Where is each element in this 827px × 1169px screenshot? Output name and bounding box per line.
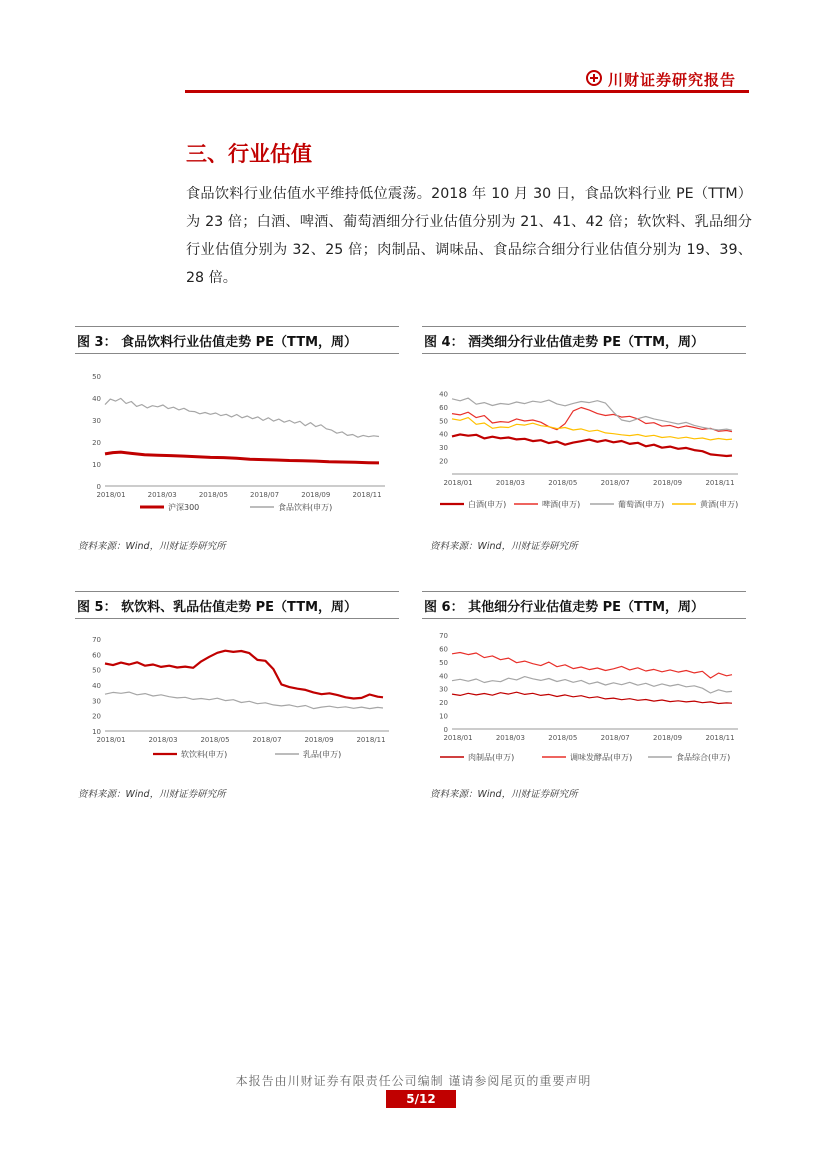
section-title: 三、行业估值 bbox=[186, 142, 312, 166]
x-tick-label: 2018/03 bbox=[495, 734, 525, 742]
x-tick-label: 2018/11 bbox=[356, 736, 386, 744]
legend-label: 啤酒(申万) bbox=[542, 500, 581, 509]
x-tick-label: 2018/07 bbox=[600, 734, 630, 742]
y-tick-label: 20 bbox=[92, 439, 101, 447]
x-tick-label: 2018/07 bbox=[252, 736, 282, 744]
figure-3-title: 图 3： 食品饮料行业估值走势 PE（TTM，周） bbox=[77, 335, 358, 350]
y-tick-label: 10 bbox=[92, 728, 101, 736]
y-tick-label: 10 bbox=[92, 461, 101, 469]
x-tick-label: 2018/03 bbox=[495, 479, 525, 487]
figure-5-source: 资料来源：Wind，川财证券研究所 bbox=[78, 789, 226, 800]
x-tick-label: 2018/07 bbox=[250, 491, 280, 499]
figure-3-source: 资料来源：Wind，川财证券研究所 bbox=[78, 541, 226, 552]
legend-label: 葡萄酒(申万) bbox=[618, 500, 665, 509]
figure-4-chart bbox=[422, 362, 746, 522]
y-tick-label: 60 bbox=[439, 645, 448, 654]
y-tick-label: 70 bbox=[92, 636, 101, 644]
figure-6-title: 图 6： 其他细分行业估值走势 PE（TTM，周） bbox=[424, 600, 705, 615]
y-tick-label: 20 bbox=[439, 699, 448, 708]
x-tick-label: 2018/11 bbox=[352, 491, 382, 499]
y-tick-label: 30 bbox=[439, 685, 448, 694]
x-tick-label: 2018/01 bbox=[96, 491, 126, 499]
series-line-2 bbox=[452, 677, 732, 693]
legend-label: 软饮料(申万) bbox=[181, 750, 228, 759]
y-tick-label: 30 bbox=[92, 417, 101, 425]
x-tick-label: 2018/03 bbox=[147, 491, 177, 499]
legend-label: 肉制品(申万) bbox=[468, 753, 515, 762]
figure-5-chart bbox=[75, 627, 399, 777]
figure-4-source: 资料来源：Wind，川财证券研究所 bbox=[430, 541, 578, 552]
x-tick-label: 2018/07 bbox=[600, 479, 630, 487]
x-tick-label: 2018/09 bbox=[301, 491, 331, 499]
legend-label: 食品饮料(申万) bbox=[278, 503, 333, 512]
figure-3-chart bbox=[75, 362, 399, 522]
report-header-title: 川财证券研究报告 bbox=[608, 71, 737, 89]
y-tick-label: 30 bbox=[439, 444, 448, 453]
x-tick-label: 2018/05 bbox=[198, 491, 228, 499]
x-tick-label: 2018/09 bbox=[304, 736, 334, 744]
series-line-0 bbox=[452, 692, 732, 703]
legend-label: 沪深300 bbox=[168, 503, 200, 512]
company-logo-icon bbox=[586, 70, 602, 86]
x-tick-label: 2018/05 bbox=[548, 479, 578, 487]
figure-4-title: 图 4： 酒类细分行业估值走势 PE（TTM，周） bbox=[424, 335, 705, 350]
series-line-0 bbox=[105, 452, 379, 463]
x-tick-label: 2018/09 bbox=[653, 479, 683, 487]
x-tick-label: 2018/05 bbox=[548, 734, 578, 742]
y-tick-label: 40 bbox=[92, 395, 101, 403]
y-tick-label: 60 bbox=[92, 651, 101, 660]
legend-label: 食品综合(申万) bbox=[676, 753, 731, 762]
series-line-1 bbox=[452, 653, 732, 679]
x-tick-label: 2018/05 bbox=[200, 736, 230, 744]
x-tick-label: 2018/01 bbox=[96, 736, 126, 744]
legend-label: 乳品(申万) bbox=[303, 750, 342, 759]
page-number: 5/12 bbox=[386, 1090, 456, 1108]
y-tick-label: 50 bbox=[92, 373, 101, 381]
y-tick-label: 10 bbox=[439, 712, 448, 721]
y-tick-label: 50 bbox=[92, 666, 101, 675]
series-line-1 bbox=[105, 692, 383, 709]
y-tick-label: 60 bbox=[439, 403, 448, 412]
footer-disclaimer: 本报告由川财证券有限责任公司编制 谨请参阅尾页的重要声明 bbox=[235, 1074, 592, 1088]
x-tick-label: 2018/09 bbox=[653, 734, 683, 742]
figure-6-chart bbox=[422, 627, 746, 777]
y-tick-label: 50 bbox=[439, 658, 448, 667]
y-tick-label: 70 bbox=[439, 632, 448, 640]
y-tick-label: 40 bbox=[92, 682, 101, 690]
legend-label: 黄酒(申万) bbox=[700, 500, 739, 509]
y-tick-label: 20 bbox=[92, 712, 101, 721]
legend-label: 调味发酵品(申万) bbox=[570, 753, 633, 762]
figure-5-title: 图 5： 软饮料、乳品估值走势 PE（TTM，周） bbox=[77, 600, 358, 615]
x-tick-label: 2018/11 bbox=[705, 734, 735, 742]
y-tick-label: 40 bbox=[439, 672, 448, 681]
x-tick-label: 2018/11 bbox=[705, 479, 735, 487]
y-tick-label: 40 bbox=[439, 430, 448, 439]
y-tick-label: 30 bbox=[92, 697, 101, 706]
y-tick-label: 50 bbox=[439, 417, 448, 426]
series-line-1 bbox=[105, 398, 379, 437]
figure-6-title-bar bbox=[422, 591, 746, 619]
x-tick-label: 2018/01 bbox=[443, 734, 473, 742]
y-tick-label: 0 bbox=[443, 726, 448, 734]
series-line-2 bbox=[452, 398, 732, 430]
figure-5-title-bar bbox=[75, 591, 399, 619]
x-tick-label: 2018/01 bbox=[443, 479, 473, 487]
figure-3-title-bar bbox=[75, 326, 399, 354]
y-tick-label: 0 bbox=[96, 483, 101, 491]
figure-6-source: 资料来源：Wind，川财证券研究所 bbox=[430, 789, 578, 800]
section-paragraph: 食品饮料行业估值水平维持低位震荡。2018 年 10 月 30 日，食品饮料行业 PE（TTM）为 23 倍；白酒、啤酒、葡萄酒细分行业估值分别为 21、41、42 倍；软饮料、乳品细分行业估值分别为 32、25 倍；肉制品、调味品、食品综合细分行业估值分别为 19、39、28 倍。 bbox=[186, 186, 752, 286]
y-tick-label: 20 bbox=[439, 457, 448, 466]
header-divider bbox=[185, 90, 749, 93]
figure-4-title-bar bbox=[422, 326, 746, 354]
x-tick-label: 2018/03 bbox=[148, 736, 178, 744]
series-line-0 bbox=[105, 651, 383, 699]
legend-label: 白酒(申万) bbox=[468, 500, 507, 509]
y-tick-label: 40 bbox=[439, 390, 448, 399]
